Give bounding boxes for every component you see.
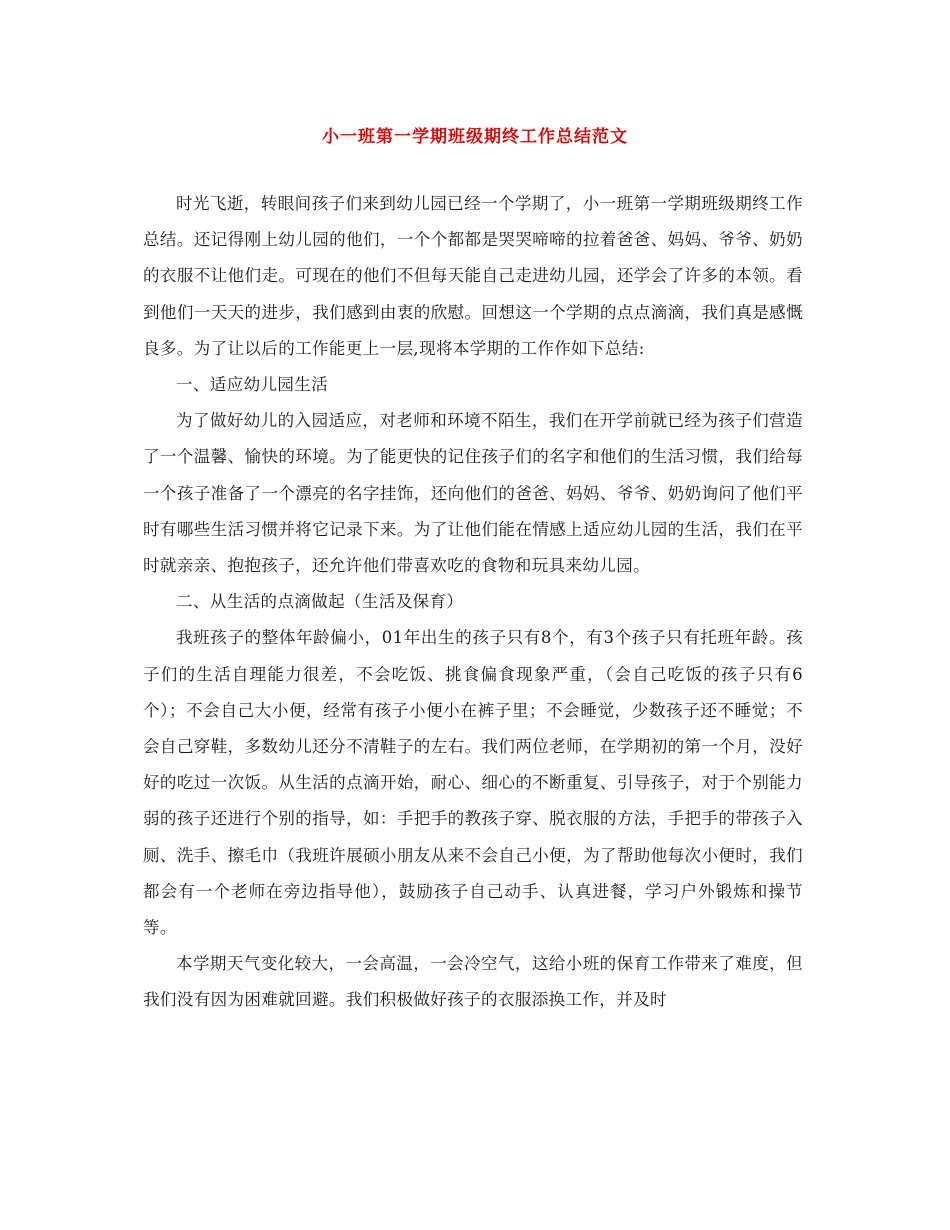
- section-heading: 一、适应幼儿园生活: [176, 375, 329, 395]
- paragraph: 时光飞逝，转眼间孩子们来到幼儿园已经一个学期了，小一班第一学期班级期终工作总结。还记得刚上幼儿园的他们，一个个都都是哭哭啼啼的拉着爸爸、妈妈、爷爷、奶奶的衣服不让他们走。可现在的他们不但每天能自己走进幼儿园，还学会了许多的本领。看到他们一天天的进步，我们感到由衷的欣慰。回想这一个学期的点点滴滴，我们真是感慨良多。为了让以后的工作能更上一层,现将本学期的工作作如下总结:: [143, 194, 803, 358]
- document-title: 小一班第一学期班级期终工作总结范文: [322, 127, 628, 147]
- section-heading: 二、从生活的点滴做起（生活及保育）: [176, 592, 464, 612]
- document-body: [143, 186, 803, 1019]
- paragraph: 本学期天气变化较大，一会高温，一会冷空气，这给小班的保育工作带来了难度，但我们没有因为困难就回避。我们积极做好孩子的衣服添换工作，并及时: [143, 954, 803, 1010]
- paragraph: 为了做好幼儿的入园适应，对老师和环境不陌生，我们在开学前就已经为孩子们营造了一个温馨、愉快的环境。为了能更快的记住孩子们的名字和他们的生活习惯，我们给每一个孩子准备了一个漂亮的名字挂饰，还向他们的爸爸、妈妈、爷爷、奶奶询问了他们平时有哪些生活习惯并将它记录下来。为了让他们能在情感上适应幼儿园的生活，我们在平时就亲亲、抱抱孩子，还允许他们带喜欢吃的食物和玩具来幼儿园。: [143, 411, 803, 576]
- paragraph: 我班孩子的整体年龄偏小，01年出生的孩子只有8个，有3个孩子只有托班年龄。孩子们的生活自理能力很差，不会吃饭、挑食偏食现象严重，（会自己吃饭的孩子只有6个）；不会自己大小便，经常有孩子小便小在裤子里；不会睡觉，少数孩子还不睡觉；不会自己穿鞋，多数幼儿还分不清鞋子的左右。我们两位老师，在学期初的第一个月，没好好的吃过一次饭。从生活的点滴开始，耐心、细心的不断重复、引导孩子，对于个别能力弱的孩子还进行个别的指导，如：手把手的教孩子穿、脱衣服的方法，手把手的带孩子入厕、洗手、擦毛巾（我班许展硕小朋友从来不会自己小便，为了帮助他每次小便时，我们都会有一个老师在旁边指导他），鼓励孩子自己动手、认真进餐，学习户外锻炼和操节等。: [143, 628, 803, 938]
